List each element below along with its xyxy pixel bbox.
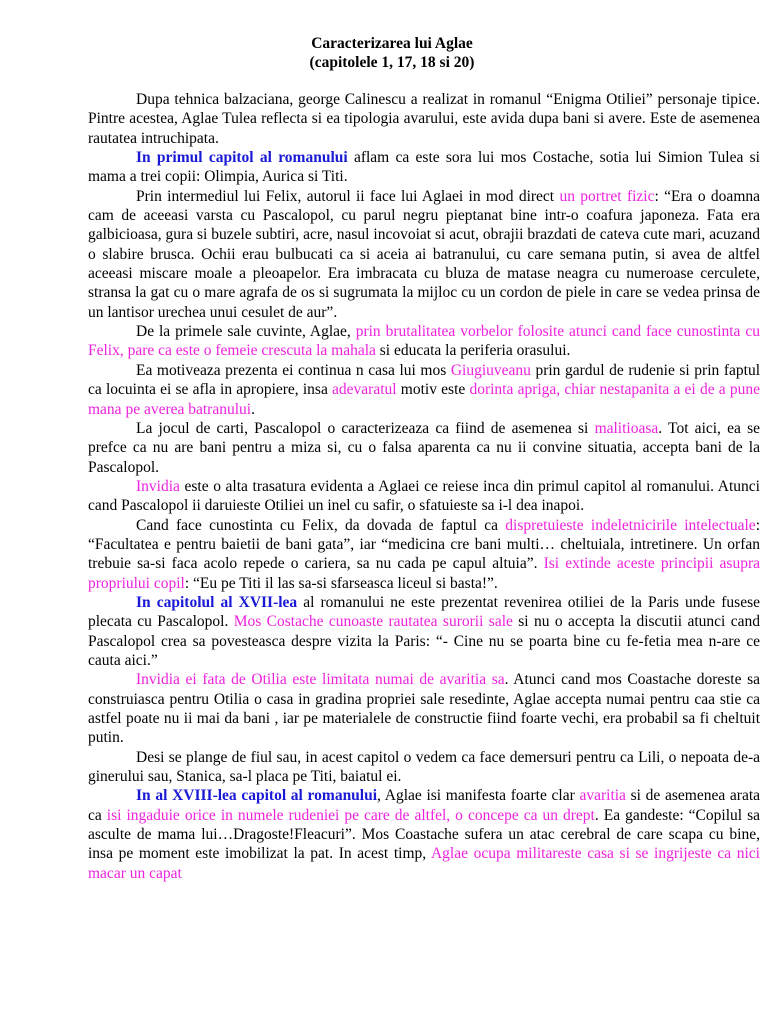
body-text: aflam ca este sora lui mos Costache, sotia lui Simion Tulea si mama a trei copii: Olimpia, Aurica si Titi.: [88, 149, 760, 186]
body-text: Cand face cunostinta cu Felix, da dovada de faptul ca: [136, 516, 506, 534]
highlighted-text: prin brutalitatea vorbelor folosite atunci cand face cunostinta cu Felix, pare ca este o femeie crescuta la mahala: [88, 323, 760, 360]
body-text: Dupa tehnica balzaciana, george Calinescu a realizat in romanul “Enigma Otiliei” personaje tipice. Pintre acestea, Aglae Tulea reflecta si ea tipologia avarului, este avida dupa bani si avere. Este de asemenea rautatea intruchipata.: [88, 91, 760, 147]
body-text: , Aglae isi manifesta foarte clar: [377, 787, 580, 805]
title-line-1: Caracterizarea lui Aglae: [311, 35, 473, 52]
paragraph: [88, 593, 760, 670]
paragraph: [88, 419, 760, 477]
body-text: .: [251, 400, 255, 418]
paragraph: [88, 187, 760, 322]
title-line-2: (capitolele 1, 17, 18 si 20): [309, 54, 475, 71]
body-text: al romanului ne este prezentat revenirea otiliei de la Paris unde fusese plecata cu Pascalopol.: [88, 593, 760, 631]
body-text: De la primele sale cuvinte, Aglae,: [136, 323, 356, 341]
paragraph: [88, 786, 760, 883]
highlighted-text: Mos Costache cunoaste rautatea surorii sale: [233, 613, 513, 631]
paragraph: [88, 516, 760, 593]
body-text: : “Era o doamna cam de aceeasi varsta cu Pascalopol, cu parul negru pieptanat bine intr-o coafura japoneza. Fata era galbicioasa, gura si buzele subtiri, acre, nasul incovoiat si acut, obrajii brazdati de cateva cute mari, acuzand o slabire brusca. Ochii erau bulbucati ca si aceia ai batranului, cu care semana putin, si avea de altfel aceeasi miscare moale a pleoapelor. Era imbracata cu bluza de matase neagra cu numeroase cerculete, stransa la gat cu o mare agrafa de os si sugrumata la mijloc cu un cordon de piele in care se vedea prinsa de un lantisor urechea unui cesulet de aur”.: [88, 187, 760, 321]
section-heading-text: In capitolul al XVII-lea: [136, 593, 298, 611]
document-body: [88, 90, 760, 883]
body-text: Desi se plange de fiul sau, in acest capitol o vedem ca face demersuri pentru ca Lili, o nepoata de-a ginerului sau, Stanica, sa-l placa pe Titi, baiatul ei.: [88, 748, 760, 786]
body-text: prin gardul de rudenie si prin faptul ca locuinta ei se afla in apropiere, insa: [88, 361, 760, 399]
body-text: . Tot aici, ea se prefce ca nu are bani pentru a miza si, cu o falsa aparenta ca nu ii convine situatia, accepta bani de la Pascalopol.: [88, 419, 760, 476]
highlighted-text: malitioasa: [594, 419, 659, 437]
body-text: : “Facultatea e pentru baietii de bani gata”, iar “medicina cre bani multi… cheltuiala, intretinere. Un orfan trebuie sa-si faca acolo repede o cariera, sa nu cada pe capul altuia”.: [88, 516, 760, 573]
highlighted-text: un portret fizic: [559, 187, 655, 205]
paragraph: [88, 148, 760, 187]
paragraph: [88, 322, 760, 361]
paragraph: [88, 477, 760, 516]
highlighted-text: Giugiuveanu: [450, 361, 531, 379]
body-text: . Ea gandeste: “Copilul sa asculte de mama lui…Dragoste!Fleacuri”. Mos Coastache sufera un atac cerebral de care scapa cu bine, insa pe moment este imobilizat la pat. In acest timp,: [88, 806, 760, 863]
highlighted-text: dorinta apriga, chiar nestapanita a ei de a pune mana pe averea batranului: [88, 381, 760, 418]
body-text: : “Eu pe Titi il las sa-si sfarseasca liceul si basta!”.: [184, 574, 498, 592]
body-text: Ea motiveaza prezenta ei continua n casa lui mos: [136, 361, 451, 379]
highlighted-text: Isi extinde aceste principii asupra propriului copil: [88, 555, 760, 592]
paragraph: [88, 748, 760, 787]
body-text: motiv este: [396, 381, 470, 399]
highlighted-text: dispretuieste indeletnicirile intelectuale: [505, 516, 756, 534]
body-text: si de asemenea arata ca: [88, 787, 761, 824]
body-text: si nu o accepta la discutii atunci cand Pascalopol crea sa povesteasca despre vizita la Paris: “- Cine nu se poarta bine cu fe-fetia mea n-are ce cauta aici.”: [88, 613, 761, 669]
highlighted-text: adevaratul: [332, 381, 397, 399]
highlighted-text: avaritia: [579, 787, 626, 805]
body-text: La jocul de carti, Pascalopol o caracterizeaza ca fiind de asemenea si: [136, 419, 595, 437]
paragraph: [88, 90, 760, 148]
highlighted-text: isi ingaduie orice in numele rudeniei pe care de altfel, o concepe ca un drept: [106, 806, 595, 824]
paragraph: [88, 361, 760, 419]
paragraph: [88, 670, 760, 747]
section-heading-text: In al XVIII-lea capitol al romanului: [136, 787, 378, 805]
highlighted-text: Invidia: [136, 477, 180, 495]
section-heading-text: In primul capitol al romanului: [136, 149, 348, 167]
body-text: . Atunci cand mos Coastache doreste sa construiasca pentru Otilia o casa in gradina propriei sale resedinte, Aglae accepta numai pentru caa stie ca astfel poate nu ii mai da bani , iar pe materialele de constructie fiind foarte vechi, era probabil sa fi cheltuit putin.: [88, 671, 760, 747]
document-title: [24, 34, 760, 72]
body-text: si educata la periferia orasului.: [375, 342, 571, 360]
body-text: este o alta trasatura evidenta a Aglaei ce reiese inca din primul capitol al romanului. Atunci cand Pascalopol ii daruieste Otiliei un inel cu safir, o sfatuieste sa i-l dea inapoi.: [88, 477, 760, 515]
highlighted-text: Aglae ocupa militareste casa si se ingrijeste ca nici macar un capat: [88, 845, 760, 882]
body-text: Prin intermediul lui Felix, autorul ii face lui Aglaei in mod direct: [136, 187, 560, 205]
highlighted-text: Invidia ei fata de Otilia este limitata numai de avaritia sa: [136, 671, 505, 689]
